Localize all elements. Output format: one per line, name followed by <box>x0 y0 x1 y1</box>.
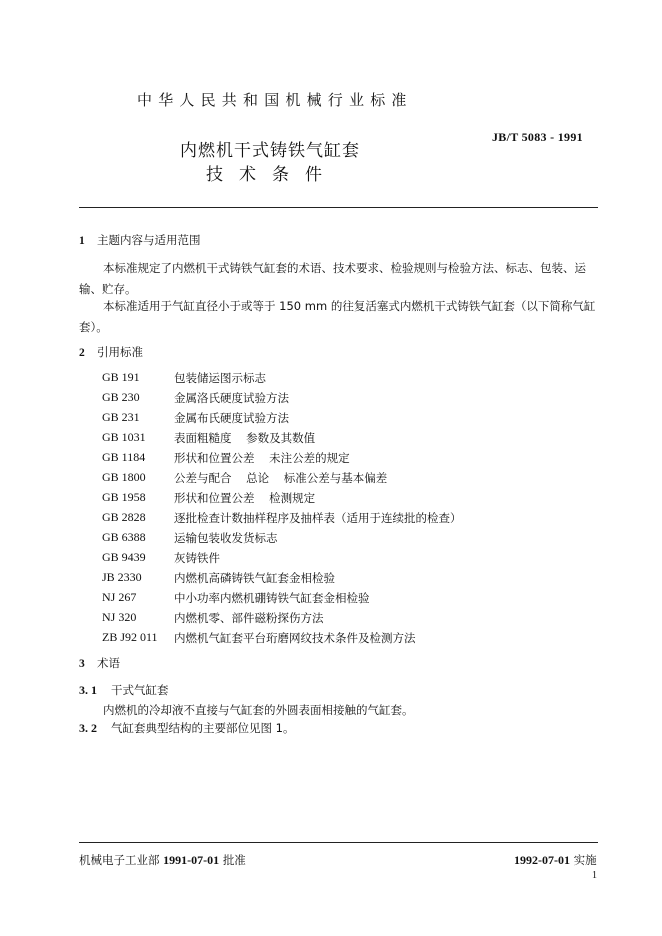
reference-title: 逐批检查计数抽样程序及抽样表（适用于连续批的检查） <box>174 511 462 525</box>
approve-label: 批准 <box>222 853 246 867</box>
section-3-title: 术语 <box>97 656 120 670</box>
reference-code: JB 2330 <box>102 570 142 584</box>
header-divider <box>79 207 598 208</box>
footer-approval <box>79 852 246 868</box>
reference-title: 表面粗糙度 参数及其数值 <box>174 431 316 445</box>
section-1-number: 1 <box>79 235 85 247</box>
reference-code: GB 191 <box>102 370 140 384</box>
reference-title: 内燃机气缸套平台珩磨网纹技术条件及检测方法 <box>174 631 416 645</box>
footer-divider <box>79 842 598 843</box>
reference-title: 运输包装收发货标志 <box>174 531 278 545</box>
reference-title: 内燃机零、部件磁粉探伤方法 <box>174 611 324 625</box>
section-2-heading <box>79 344 143 360</box>
reference-title: 中小功率内燃机硼铸铁气缸套金相检验 <box>174 591 370 605</box>
reference-code: NJ 267 <box>102 590 137 604</box>
document-number: JB/T 5083 - 1991 <box>492 130 583 144</box>
subsection-3-1-number: 3. 1 <box>79 683 97 697</box>
section-1-title: 主题内容与适用范围 <box>97 233 201 247</box>
reference-code: ZB J92 011 <box>102 630 158 644</box>
reference-code: GB 1031 <box>102 430 146 444</box>
footer-implementation <box>514 852 597 868</box>
section-1-paragraph-2: 本标准适用于气缸直径小于或等于 150 mm 的往复活塞式内燃机干式铸铁气缸套（以下简称气缸套）。 <box>79 299 596 334</box>
section-3-number: 3 <box>79 658 85 670</box>
reference-title: 金属布氏硬度试验方法 <box>174 411 289 425</box>
page-number: 1 <box>592 870 597 881</box>
section-2-number: 2 <box>79 347 85 359</box>
reference-title: 形状和位置公差 检测规定 <box>174 491 316 505</box>
reference-title: 包装储运图示标志 <box>174 371 266 385</box>
issuer-name: 机械电子工业部 <box>79 853 160 867</box>
reference-code: GB 1958 <box>102 490 146 504</box>
reference-title: 灰铸铁件 <box>174 551 220 565</box>
subsection-3-1-text: 内燃机的冷却液不直接与气缸套的外圆表面相接触的气缸套。 <box>103 703 414 717</box>
approve-date: 1991-07-01 <box>163 853 220 867</box>
reference-code: GB 6388 <box>102 530 146 544</box>
subsection-3-1-title: 干式气缸套 <box>111 683 169 697</box>
document-title-line2: 技术条件 <box>206 165 338 185</box>
section-1-paragraph-1: 本标准规定了内燃机干式铸铁气缸套的术语、技术要求、检验规则与检验方法、标志、包装、运输、贮存。 <box>79 261 586 296</box>
reference-title: 形状和位置公差 未注公差的规定 <box>174 451 350 465</box>
implement-label: 实施 <box>573 853 597 867</box>
subsection-3-2 <box>79 720 294 736</box>
reference-code: GB 230 <box>102 390 140 404</box>
document-title-line1: 内燃机干式铸铁气缸套 <box>180 141 360 161</box>
reference-title: 金属洛氏硬度试验方法 <box>174 391 289 405</box>
subsection-3-2-text: 气缸套典型结构的主要部位见图 1。 <box>111 721 295 735</box>
reference-title: 公差与配合 总论 标准公差与基本偏差 <box>174 471 388 485</box>
section-2-title: 引用标准 <box>97 345 143 359</box>
implement-date: 1992-07-01 <box>514 853 570 867</box>
reference-code: GB 1184 <box>102 450 146 464</box>
reference-title: 内燃机高磷铸铁气缸套金相检验 <box>174 571 335 585</box>
subsection-3-2-number: 3. 2 <box>79 721 97 735</box>
subsection-3-1-heading <box>79 682 169 698</box>
reference-code: NJ 320 <box>102 610 137 624</box>
reference-code: GB 231 <box>102 410 140 424</box>
reference-code: GB 9439 <box>102 550 146 564</box>
reference-code: GB 1800 <box>102 470 146 484</box>
section-1-heading <box>79 232 201 248</box>
section-3-heading <box>79 655 120 671</box>
reference-code: GB 2828 <box>102 510 146 524</box>
industry-standard-title: 中华人民共和国机械行业标准 <box>137 91 413 109</box>
